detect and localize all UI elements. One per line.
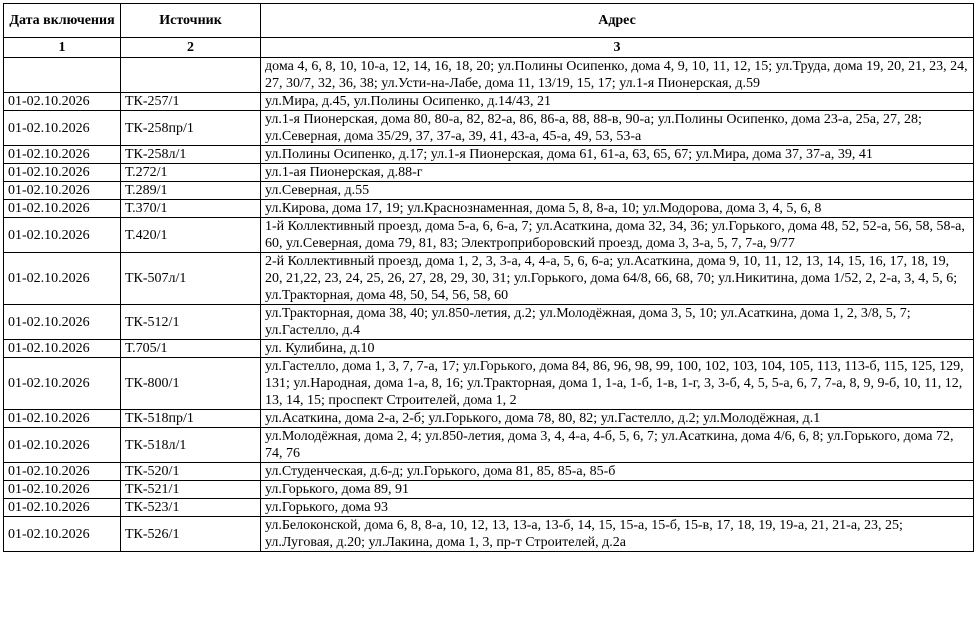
table-body bbox=[4, 58, 974, 552]
source-cell: Т.272/1 bbox=[121, 164, 261, 182]
address-cell: ул.Горького, дома 93 bbox=[261, 499, 974, 517]
date-cell: 01-02.10.2026 bbox=[4, 499, 121, 517]
source-cell bbox=[121, 58, 261, 93]
address-cell: 2-й Коллективный проезд, дома 1, 2, 3, 3-а, 4, 4-а, 5, 6, 6-а; ул.Асаткина, дома 9, 10, 11, 12, 13, 14, 15, 16, 17, 18, 19, 20, 21,22, 23, 24, 25, 26, 27, 28, 29, 30, 31; ул.Горького, дома 64/8, 66, 68, 70; ул.Никитина, дома 1/52, 2, 2-а, 3, 4, 5, 6; ул.Тракторная, дома 48, 50, 54, 56, 58, 60 bbox=[261, 253, 974, 305]
source-cell: Т.289/1 bbox=[121, 182, 261, 200]
source-cell: ТК-512/1 bbox=[121, 305, 261, 340]
address-cell: ул.1-ая Пионерская, д.88-г bbox=[261, 164, 974, 182]
address-cell: ул.Горького, дома 89, 91 bbox=[261, 481, 974, 499]
source-cell: ТК-523/1 bbox=[121, 499, 261, 517]
table-row bbox=[4, 111, 974, 146]
date-cell: 01-02.10.2026 bbox=[4, 200, 121, 218]
address-cell: ул.Мира, д.45, ул.Полины Осипенко, д.14/43, 21 bbox=[261, 93, 974, 111]
table-row bbox=[4, 58, 974, 93]
date-cell: 01-02.10.2026 bbox=[4, 218, 121, 253]
table-row bbox=[4, 410, 974, 428]
address-cell: 1-й Коллективный проезд, дома 5-а, 6, 6-а, 7; ул.Асаткина, дома 32, 34, 36; ул.Горького, дома 48, 52, 52-а, 56, 58, 58-а, 60, ул.Северная, дома 79, 81, 83; Электроприборовский проезд, дома 3, 3-а, 5, 7, 7-а, 9/77 bbox=[261, 218, 974, 253]
table-row bbox=[4, 499, 974, 517]
date-cell: 01-02.10.2026 bbox=[4, 358, 121, 410]
table-row bbox=[4, 481, 974, 499]
date-cell: 01-02.10.2026 bbox=[4, 481, 121, 499]
table-row bbox=[4, 218, 974, 253]
address-cell: ул. Кулибина, д.10 bbox=[261, 340, 974, 358]
source-cell: ТК-258л/1 bbox=[121, 146, 261, 164]
table-row bbox=[4, 340, 974, 358]
date-cell: 01-02.10.2026 bbox=[4, 182, 121, 200]
column-number-2: 2 bbox=[121, 38, 261, 58]
source-cell: ТК-800/1 bbox=[121, 358, 261, 410]
header-address: Адрес bbox=[261, 4, 974, 38]
source-cell: ТК-518л/1 bbox=[121, 428, 261, 463]
table-row bbox=[4, 305, 974, 340]
source-cell: Т.420/1 bbox=[121, 218, 261, 253]
date-cell: 01-02.10.2026 bbox=[4, 253, 121, 305]
table-row bbox=[4, 517, 974, 552]
date-cell: 01-02.10.2026 bbox=[4, 93, 121, 111]
address-cell: ул.Студенческая, д.6-д; ул.Горького, дома 81, 85, 85-а, 85-б bbox=[261, 463, 974, 481]
address-cell: ул.Кирова, дома 17, 19; ул.Краснознаменная, дома 5, 8, 8-а, 10; ул.Модорова, дома 3, 4, 5, 6, 8 bbox=[261, 200, 974, 218]
date-cell: 01-02.10.2026 bbox=[4, 517, 121, 552]
address-cell: ул.Белоконской, дома 6, 8, 8-а, 10, 12, 13, 13-а, 13-б, 14, 15, 15-а, 15-б, 15-в, 17, 18, 19, 19-а, 21, 21-а, 23, 25; ул.Луговая, д.20; ул.Лакина, дома 1, 3, пр-т Строителей, д.2а bbox=[261, 517, 974, 552]
source-cell: Т.370/1 bbox=[121, 200, 261, 218]
address-cell: ул.Северная, д.55 bbox=[261, 182, 974, 200]
table-row bbox=[4, 93, 974, 111]
source-cell: ТК-258пр/1 bbox=[121, 111, 261, 146]
table-row bbox=[4, 146, 974, 164]
source-cell: ТК-526/1 bbox=[121, 517, 261, 552]
date-cell: 01-02.10.2026 bbox=[4, 428, 121, 463]
table-row bbox=[4, 358, 974, 410]
column-number-3: 3 bbox=[261, 38, 974, 58]
source-cell: ТК-518пр/1 bbox=[121, 410, 261, 428]
table-row bbox=[4, 182, 974, 200]
address-cell: дома 4, 6, 8, 10, 10-а, 12, 14, 16, 18, 20; ул.Полины Осипенко, дома 4, 9, 10, 11, 12, 15; ул.Труда, дома 19, 20, 21, 23, 24, 27, 30/7, 32, 36, 38; ул.Усти-на-Лабе, дома 11, 13/19, 15, 17; ул.1-я Пионерская, д.59 bbox=[261, 58, 974, 93]
source-cell: ТК-521/1 bbox=[121, 481, 261, 499]
date-cell bbox=[4, 58, 121, 93]
table-row bbox=[4, 200, 974, 218]
source-cell: ТК-507л/1 bbox=[121, 253, 261, 305]
address-cell: ул.Асаткина, дома 2-а, 2-б; ул.Горького, дома 78, 80, 82; ул.Гастелло, д.2; ул.Молодёжная, д.1 bbox=[261, 410, 974, 428]
address-cell: ул.1-я Пионерская, дома 80, 80-а, 82, 82-а, 86, 86-а, 88, 88-в, 90-а; ул.Полины Осипенко, дома 23-а, 25а, 27, 28; ул.Северная, дома 35/29, 37, 37-а, 39, 41, 43-а, 45-а, 49, 53, 53-а bbox=[261, 111, 974, 146]
date-cell: 01-02.10.2026 bbox=[4, 463, 121, 481]
header-row bbox=[4, 4, 974, 38]
column-number-row bbox=[4, 38, 974, 58]
date-cell: 01-02.10.2026 bbox=[4, 146, 121, 164]
table-row bbox=[4, 463, 974, 481]
address-cell: ул.Полины Осипенко, д.17; ул.1-я Пионерская, дома 61, 61-а, 63, 65, 67; ул.Мира, дома 37, 37-а, 39, 41 bbox=[261, 146, 974, 164]
date-cell: 01-02.10.2026 bbox=[4, 340, 121, 358]
source-cell: ТК-257/1 bbox=[121, 93, 261, 111]
table-row bbox=[4, 253, 974, 305]
column-number-1: 1 bbox=[4, 38, 121, 58]
source-cell: ТК-520/1 bbox=[121, 463, 261, 481]
address-cell: ул.Молодёжная, дома 2, 4; ул.850-летия, дома 3, 4, 4-а, 4-б, 5, 6, 7; ул.Асаткина, дома 4/6, 6, 8; ул.Горького, дома 72, 74, 76 bbox=[261, 428, 974, 463]
date-cell: 01-02.10.2026 bbox=[4, 111, 121, 146]
source-cell: Т.705/1 bbox=[121, 340, 261, 358]
address-cell: ул.Гастелло, дома 1, 3, 7, 7-а, 17; ул.Горького, дома 84, 86, 96, 98, 99, 100, 102, 103, 104, 105, 113, 113-б, 115, 125, 129, 131; ул.Народная, дома 1-а, 8, 16; ул.Тракторная, дома 1, 1-а, 1-б, 1-в, 1-г, 3, 3-б, 4, 5, 5-а, 6, 7, 7-а, 8, 9, 9-б, 10, 11, 12, 13, 14, 15; проспект Строителей, дома 1, 2 bbox=[261, 358, 974, 410]
date-cell: 01-02.10.2026 bbox=[4, 410, 121, 428]
header-source: Источник bbox=[121, 4, 261, 38]
table-row bbox=[4, 428, 974, 463]
header-date: Дата включения bbox=[4, 4, 121, 38]
date-cell: 01-02.10.2026 bbox=[4, 305, 121, 340]
heating-schedule-table bbox=[3, 3, 974, 552]
address-cell: ул.Тракторная, дома 38, 40; ул.850-летия, д.2; ул.Молодёжная, дома 3, 5, 10; ул.Асаткина, дома 1, 2, 3/8, 5, 7; ул.Гастелло, д.4 bbox=[261, 305, 974, 340]
table-row bbox=[4, 164, 974, 182]
date-cell: 01-02.10.2026 bbox=[4, 164, 121, 182]
